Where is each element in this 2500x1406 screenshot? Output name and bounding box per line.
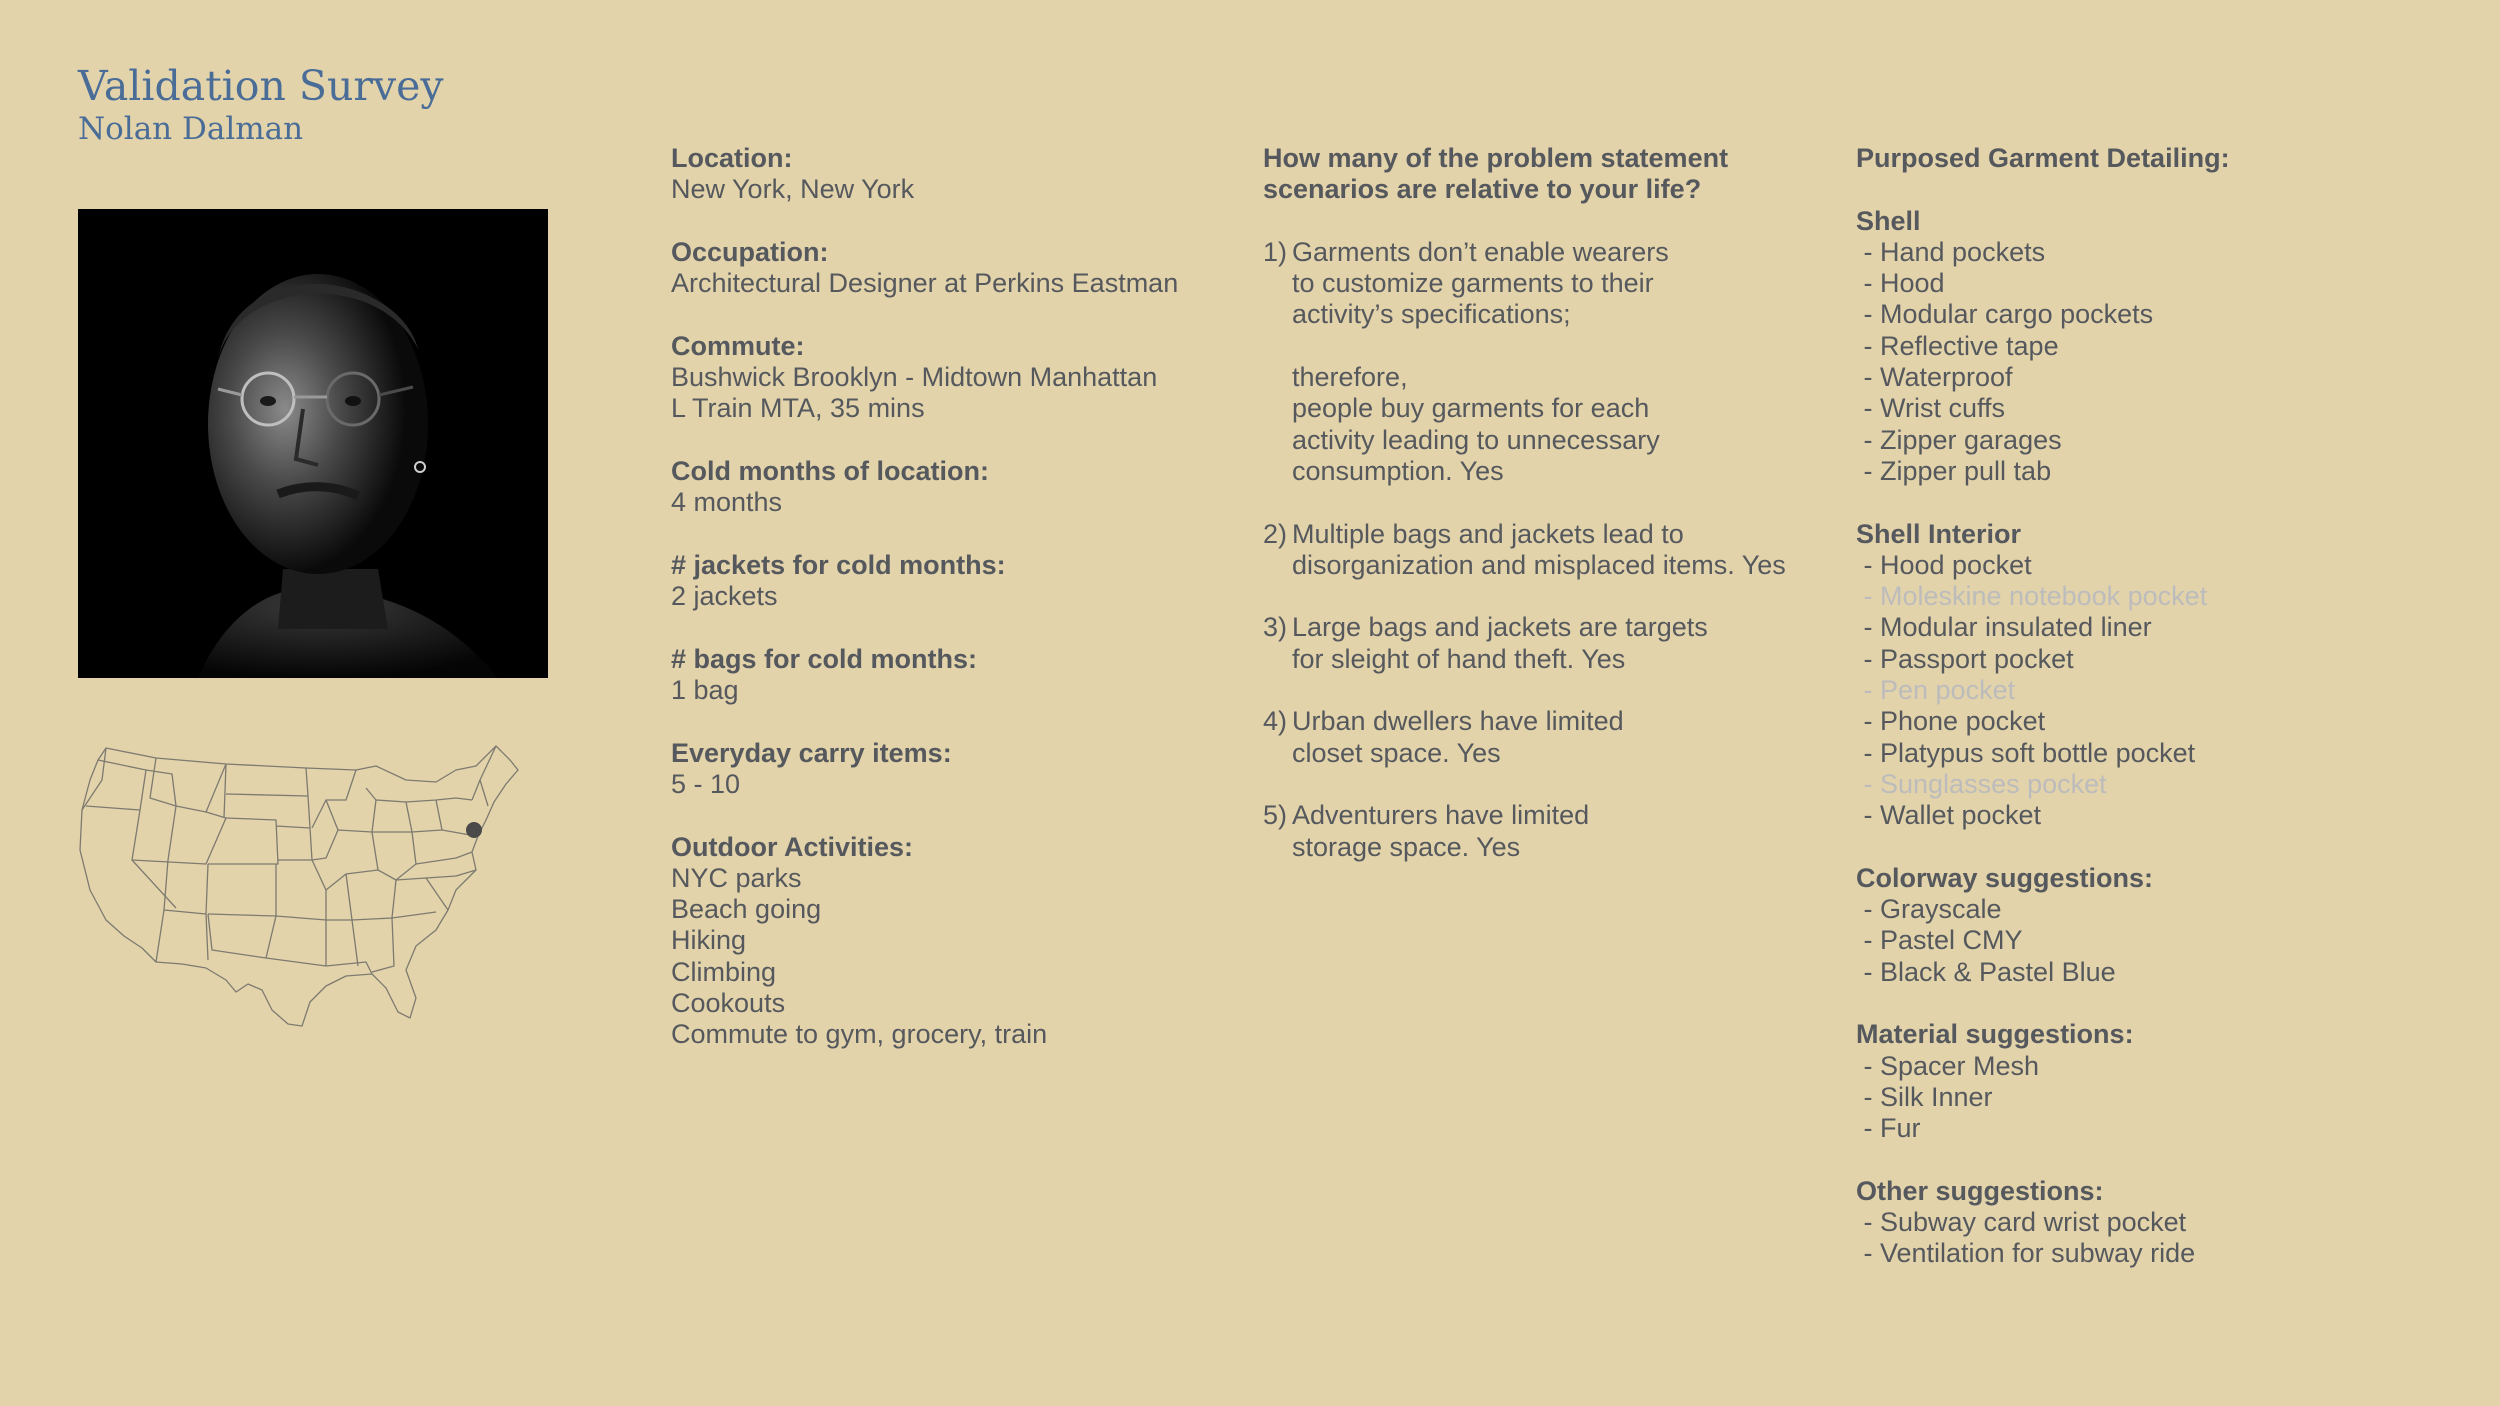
activity-item: Commute to gym, grocery, train: [671, 1019, 1048, 1050]
everyday-carry-value: 5 - 10: [671, 768, 741, 799]
question-item: [1263, 800, 1823, 863]
detail-item: - Phone pocket: [1856, 706, 2046, 737]
detailing-groups: [1856, 206, 2456, 1270]
question-line: activity leading to unnecessary: [1292, 424, 1660, 455]
question-spacer: [1292, 331, 1823, 362]
outdoor-activities-section: [671, 832, 1231, 1051]
question-number: 5): [1263, 800, 1288, 831]
detail-item: - Hood pocket: [1856, 549, 2032, 580]
questions-column: [1263, 143, 1823, 894]
detail-item: - Passport pocket: [1856, 643, 2074, 674]
bags-value: 1 bag: [671, 675, 739, 706]
cold-months-label: Cold months of location:: [671, 455, 989, 486]
detail-group: [1856, 206, 2456, 488]
question-number: 3): [1263, 612, 1288, 643]
jackets-label: # jackets for cold months:: [671, 549, 1006, 580]
question-line: Large bags and jackets are targets: [1292, 612, 1708, 643]
detail-group-label: Material suggestions:: [1856, 1019, 2134, 1050]
respondent-photo: [78, 209, 548, 678]
detail-item: - Wallet pocket: [1856, 800, 2042, 831]
detail-item: - Silk Inner: [1856, 1081, 1993, 1112]
detail-item: - Grayscale: [1856, 894, 2002, 925]
activity-item: Climbing: [671, 956, 777, 987]
detail-group-label: Shell Interior: [1856, 518, 2022, 549]
detail-group: [1856, 1019, 2456, 1144]
usa-map-icon: [76, 740, 550, 1036]
question-line: consumption. Yes: [1292, 455, 1504, 486]
detail-item-muted: - Moleskine notebook pocket: [1856, 581, 2208, 612]
detail-item: - Spacer Mesh: [1856, 1050, 2040, 1081]
detail-item: - Zipper pull tab: [1856, 455, 2052, 486]
detail-group: [1856, 1176, 2456, 1270]
location-label: Location:: [671, 143, 793, 173]
location-value: New York, New York: [671, 174, 915, 205]
outdoor-activities-label: Outdoor Activities:: [671, 831, 914, 862]
questions-heading: [1263, 143, 1823, 206]
bags-section: [671, 644, 1231, 707]
detail-item: - Fur: [1856, 1113, 1921, 1144]
question-line: people buy garments for each: [1292, 393, 1650, 424]
detailing-heading-block: [1856, 143, 2456, 174]
question-line: for sleight of hand theft. Yes: [1292, 643, 1626, 674]
jackets-section: [671, 550, 1231, 613]
question-line: therefore,: [1292, 362, 1408, 393]
respondent-name: Nolan Dalman: [78, 111, 304, 147]
question-line: Garments don’t enable wearers: [1292, 236, 1669, 267]
detail-item: - Waterproof: [1856, 362, 2013, 393]
question-item: [1263, 612, 1823, 675]
question-line: Urban dwellers have limited: [1292, 706, 1624, 737]
detail-item: - Platypus soft bottle pocket: [1856, 737, 2196, 768]
page-title: Validation Survey: [78, 62, 444, 110]
question-item: [1263, 519, 1823, 582]
question-line: storage space. Yes: [1292, 831, 1521, 862]
location-marker-icon: [466, 822, 482, 838]
detail-item: - Pastel CMY: [1856, 925, 2023, 956]
detail-item: - Zipper garages: [1856, 424, 2062, 455]
commute-transit: L Train MTA, 35 mins: [671, 393, 925, 424]
detail-item: - Reflective tape: [1856, 330, 2059, 361]
activity-item: NYC parks: [671, 862, 802, 893]
detailing-heading: Purposed Garment Detailing:: [1856, 143, 2230, 173]
commute-section: [671, 331, 1231, 425]
occupation-label: Occupation:: [671, 236, 829, 267]
commute-route: Bushwick Brooklyn - Midtown Manhattan: [671, 362, 1158, 393]
activity-item: Hiking: [671, 925, 747, 956]
detail-item-muted: - Pen pocket: [1856, 675, 2016, 706]
question-item: [1263, 706, 1823, 769]
bags-label: # bags for cold months:: [671, 643, 978, 674]
question-line: activity’s specifications;: [1292, 299, 1571, 330]
detail-item: - Modular cargo pockets: [1856, 299, 2154, 330]
detail-group: [1856, 519, 2456, 832]
detail-group-label: Colorway suggestions:: [1856, 862, 2154, 893]
everyday-carry-label: Everyday carry items:: [671, 737, 952, 768]
activity-item: Beach going: [671, 894, 822, 925]
detail-item: - Hand pockets: [1856, 236, 2046, 267]
detail-group: [1856, 863, 2456, 988]
question-number: 4): [1263, 706, 1288, 737]
occupation-section: [671, 237, 1231, 300]
detail-item: - Black & Pastel Blue: [1856, 956, 2116, 987]
question-item: [1263, 237, 1823, 487]
jackets-value: 2 jackets: [671, 581, 778, 612]
everyday-carry-section: [671, 738, 1231, 801]
detail-item: - Ventilation for subway ride: [1856, 1238, 2196, 1269]
occupation-value: Architectural Designer at Perkins Eastman: [671, 268, 1179, 299]
question-line: closet space. Yes: [1292, 737, 1501, 768]
question-line: Multiple bags and jackets lead to: [1292, 518, 1684, 549]
question-line: disorganization and misplaced items. Yes: [1292, 549, 1786, 580]
activity-item: Cookouts: [671, 988, 786, 1019]
detail-item: - Modular insulated liner: [1856, 612, 2152, 643]
detail-group-label: Other suggestions:: [1856, 1175, 2104, 1206]
detail-item: - Hood: [1856, 268, 1945, 299]
question-line: to customize garments to their: [1292, 268, 1654, 299]
profile-column: [671, 143, 1231, 1082]
cold-months-section: [671, 456, 1231, 519]
detail-item-muted: - Sunglasses pocket: [1856, 768, 2107, 799]
detail-group-label: Shell: [1856, 205, 1921, 236]
cold-months-value: 4 months: [671, 487, 783, 518]
detailing-column: [1856, 143, 2456, 1301]
questions-heading-line: scenarios are relative to your life?: [1263, 174, 1702, 205]
question-line: Adventurers have limited: [1292, 800, 1590, 831]
questions-heading-line: How many of the problem statement: [1263, 143, 1729, 173]
commute-label: Commute:: [671, 330, 805, 361]
question-number: 2): [1263, 518, 1288, 549]
detail-item: - Subway card wrist pocket: [1856, 1207, 2187, 1238]
location-section: [671, 143, 1231, 206]
detail-item: - Wrist cuffs: [1856, 393, 2006, 424]
question-number: 1): [1263, 236, 1288, 267]
